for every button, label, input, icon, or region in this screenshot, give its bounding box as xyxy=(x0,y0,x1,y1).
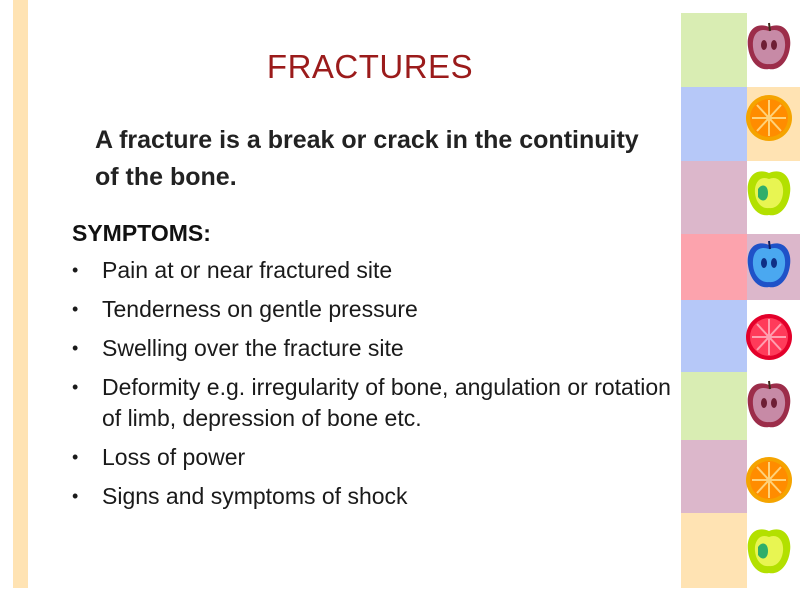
definition-text: A fracture is a break or crack in the continuity of the bone. xyxy=(95,126,639,191)
list-item xyxy=(72,294,682,325)
bullet-icon: • xyxy=(72,338,79,358)
bullet-icon: • xyxy=(72,299,79,319)
list-item xyxy=(72,442,682,473)
decorative-fruit-column xyxy=(681,13,800,588)
red-orange-slice-icon xyxy=(744,310,794,364)
blue-apple-icon xyxy=(744,237,794,291)
slide-title: FRACTURES xyxy=(266,48,474,85)
symptom-text: Signs and symptoms of shock xyxy=(102,483,408,509)
symptom-text: Swelling over the fracture site xyxy=(102,335,404,361)
green-apple-icon xyxy=(744,165,794,219)
bullet-icon: • xyxy=(72,447,79,467)
apple-half-icon xyxy=(744,377,794,431)
list-item xyxy=(72,255,682,286)
orange-slice-icon xyxy=(744,91,794,145)
symptoms-heading: SYMPTOMS: xyxy=(72,220,211,246)
bullet-icon: • xyxy=(72,260,79,280)
left-accent-bar xyxy=(13,0,28,588)
list-item xyxy=(72,372,682,434)
symptom-text: Tenderness on gentle pressure xyxy=(102,296,418,322)
orange-slice-icon xyxy=(744,453,794,507)
symptom-text: Loss of power xyxy=(102,444,246,470)
apple-half-icon xyxy=(744,19,794,73)
list-item xyxy=(72,481,682,512)
symptom-text: Deformity e.g. irregularity of bone, angulation or rotation of limb, depression of bone etc. xyxy=(102,374,671,431)
bullet-icon: • xyxy=(72,377,79,397)
symptom-text: Pain at or near fractured site xyxy=(102,257,393,283)
symptom-list xyxy=(72,255,682,520)
bullet-icon: • xyxy=(72,486,79,506)
green-apple-icon xyxy=(744,523,794,577)
list-item xyxy=(72,333,682,364)
